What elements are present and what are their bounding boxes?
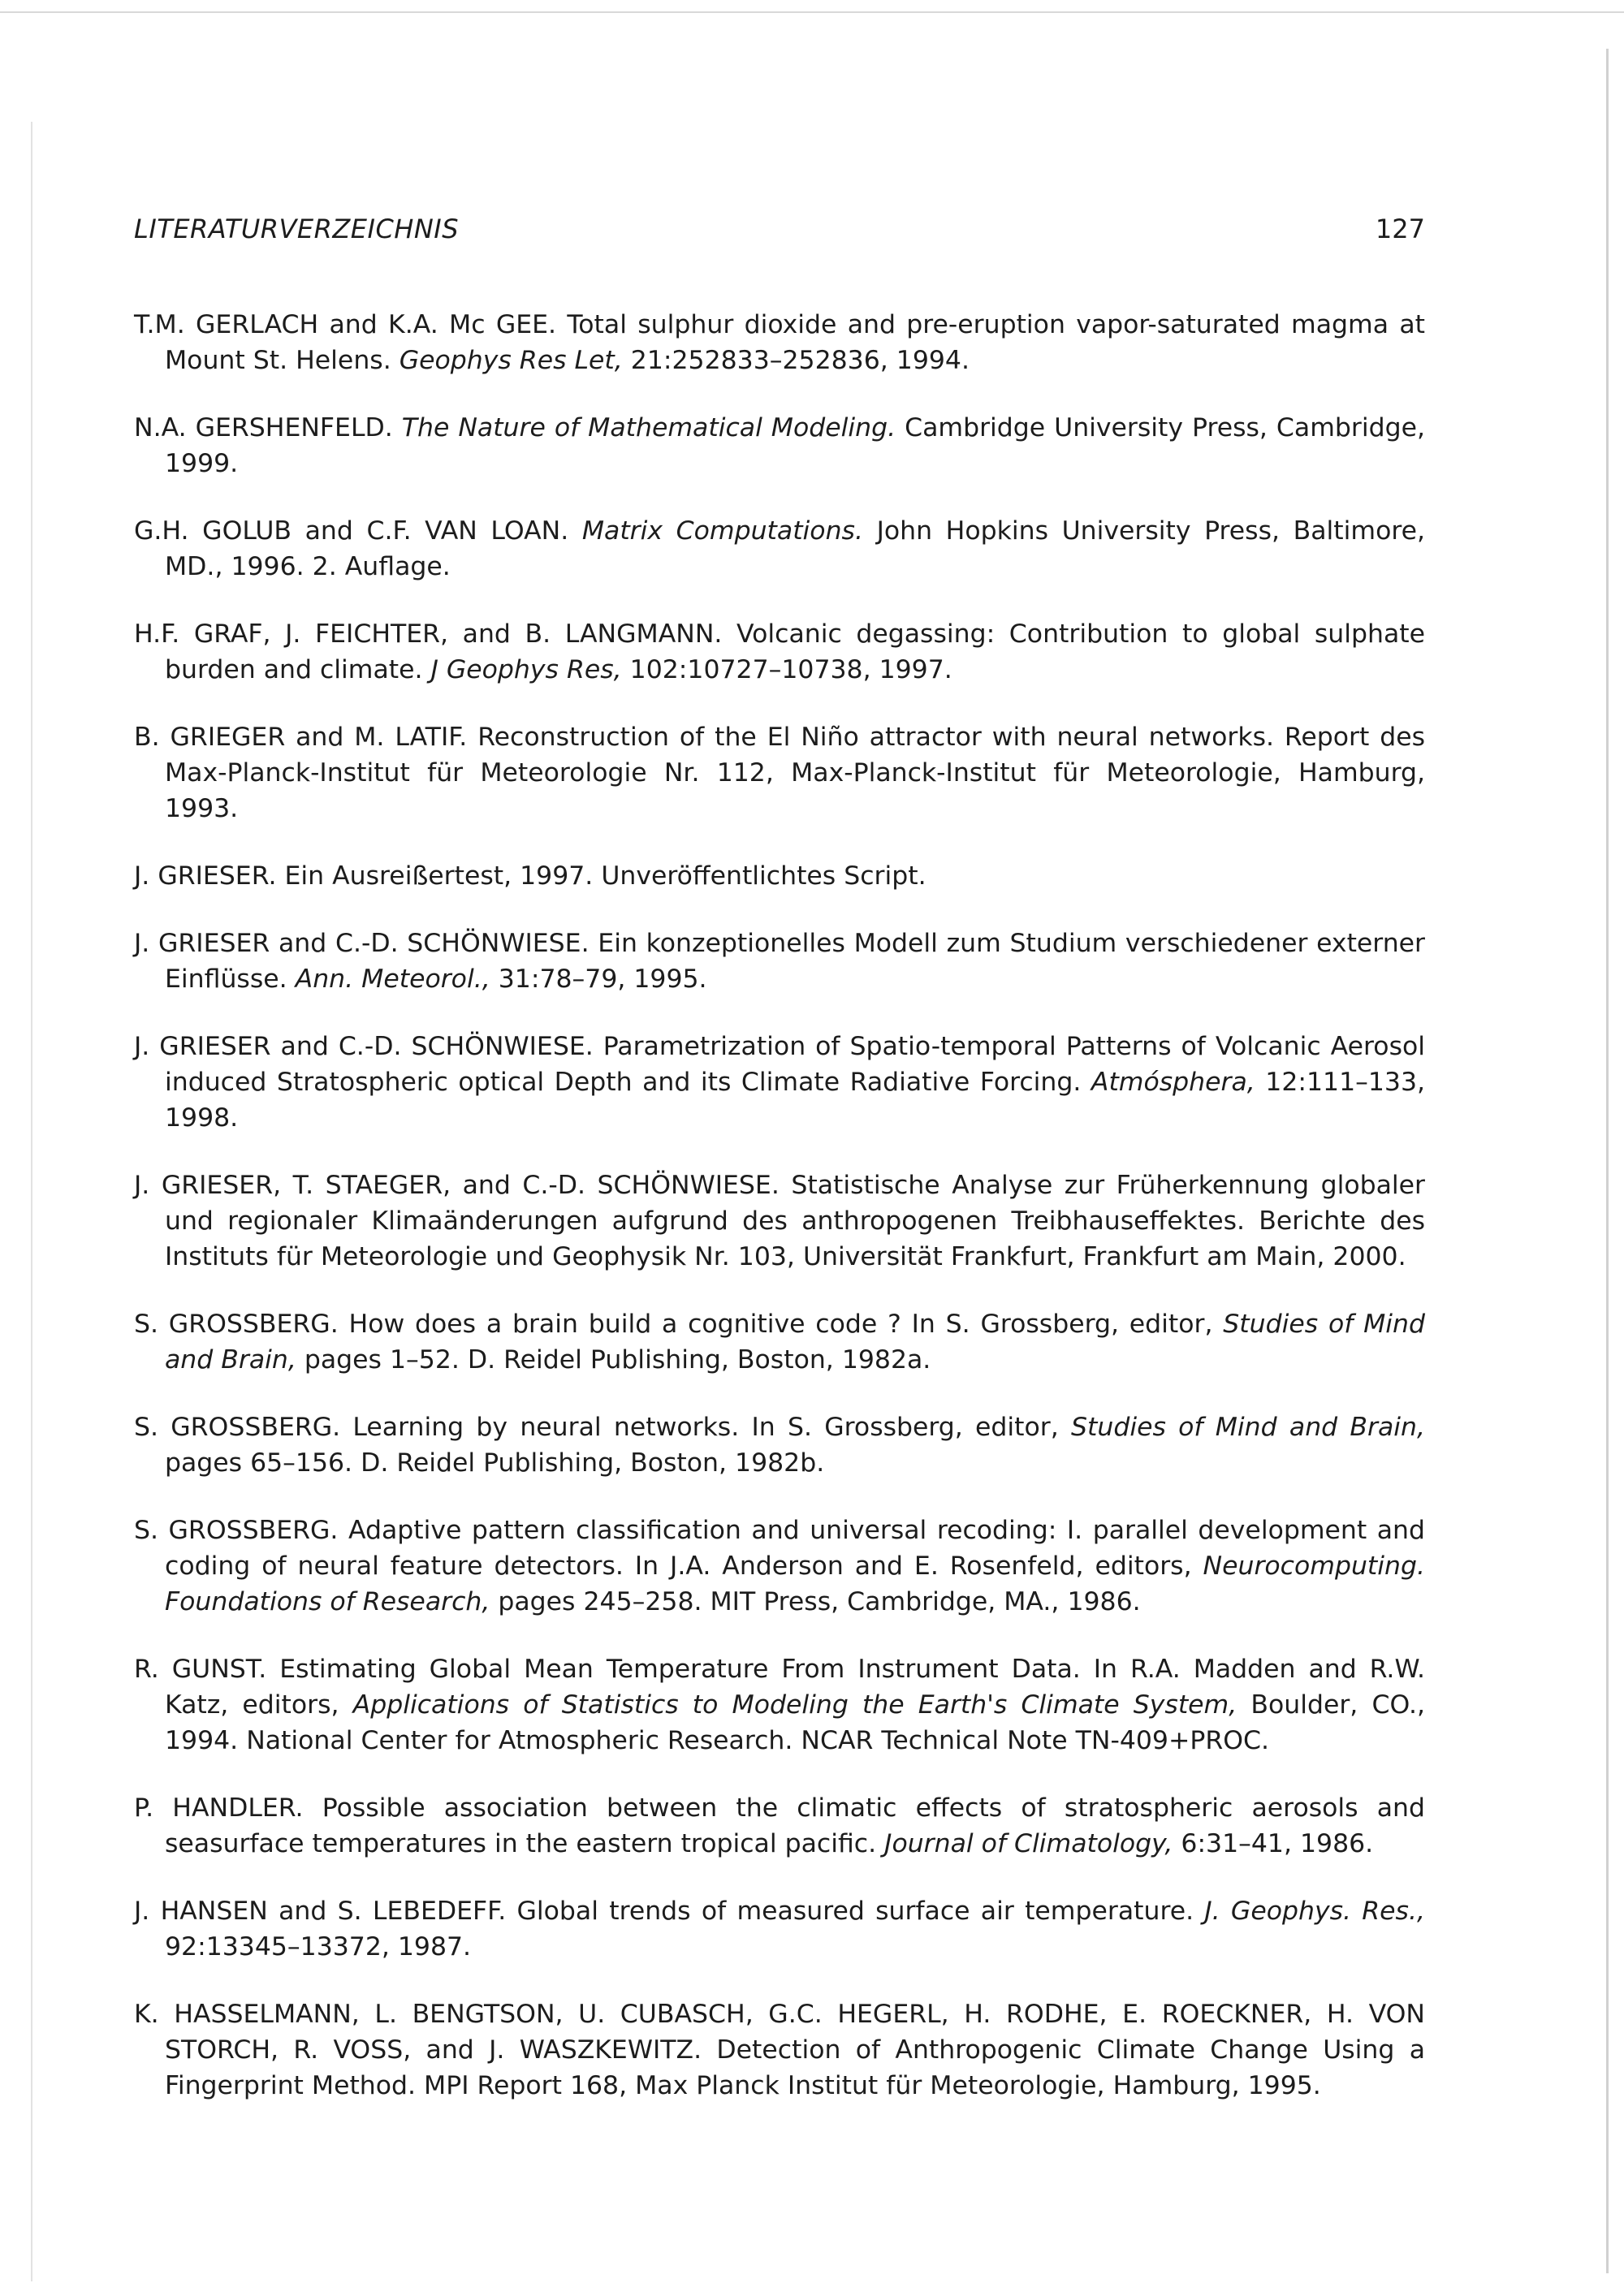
scan-edge-left	[31, 122, 32, 2281]
reference-text: G.H. GOLUB and C.F. VAN LOAN.	[134, 516, 582, 546]
reference-venue: Ann. Meteorol.,	[295, 965, 490, 994]
reference-details: 21:252833–252836, 1994.	[622, 346, 970, 375]
reference-venue: Matrix Computations.	[581, 516, 863, 546]
reference-text: J. HANSEN and S. LEBEDEFF. Global trends of measured surface air temperature.	[134, 1897, 1205, 1926]
reference-entry	[134, 1651, 1425, 1759]
reference-text: N.A. GERSHENFELD.	[134, 413, 402, 442]
reference-text: J. GRIESER. Ein Ausreißertest, 1997. Unveröffentlichtes Script.	[134, 861, 926, 891]
reference-venue: Journal of Climatology,	[884, 1829, 1173, 1858]
running-title: LITERATURVERZEICHNIS	[134, 214, 460, 244]
reference-details: 12:111–133, 1998.	[165, 1068, 1425, 1133]
reference-entry	[134, 1996, 1425, 2104]
reference-details: Boulder, CO., 1994. National Center for Atmospheric Research. NCAR Technical Note TN-409+PROC.	[165, 1690, 1425, 1755]
reference-entry	[134, 410, 1425, 481]
reference-details: 31:78–79, 1995.	[490, 965, 707, 994]
reference-details: pages 245–258. MIT Press, Cambridge, MA., 1986.	[490, 1587, 1141, 1616]
reference-entry	[134, 719, 1425, 826]
reference-entry	[134, 616, 1425, 688]
reference-text: J. GRIESER and C.-D. SCHÖNWIESE. Ein konzeptionelles Modell zum Studium verschiedener externer Einflüsse.	[134, 929, 1425, 994]
reference-text: B. GRIEGER and M. LATIF. Reconstruction of the El Niño attractor with neural networks. Report des Max-Planck-Institut für Meteorologie Nr. 112, Max-Planck-Institut für Meteorologie, Hamburg, 1993.	[134, 723, 1425, 823]
reference-text: R. GUNST. Estimating Global Mean Temperature From Instrument Data. In R.A. Madden and R.W. Katz, editors,	[134, 1655, 1425, 1720]
reference-text: T.M. GERLACH and K.A. Mc GEE. Total sulphur dioxide and pre-eruption vapor-saturated magma at Mount St. Helens.	[134, 310, 1425, 375]
reference-venue: J Geophys Res,	[430, 655, 622, 684]
reference-details: 102:10727–10738, 1997.	[621, 655, 952, 684]
reference-text: S. GROSSBERG. Adaptive pattern classification and universal recoding: I. parallel development and coding of neural feature detectors. In J.A. Anderson and E. Rosenfeld, editors,	[134, 1516, 1425, 1581]
reference-entry	[134, 1167, 1425, 1275]
reference-venue: Geophys Res Let,	[399, 346, 623, 375]
reference-entry	[134, 1306, 1425, 1378]
reference-text: J. GRIESER, T. STAEGER, and C.-D. SCHÖNWIESE. Statistische Analyse zur Früherkennung globaler und regionaler Klimaänderungen aufgrund des anthropogenen Treibhauseffektes. Berichte des Instituts für Meteorologie und Geophysik Nr. 103, Universität Frankfurt, Frankfurt am Main, 2000.	[134, 1171, 1425, 1271]
reference-entry	[134, 1790, 1425, 1862]
reference-entry	[134, 926, 1425, 997]
reference-venue: Atmósphera,	[1091, 1068, 1255, 1097]
reference-entry	[134, 1029, 1425, 1136]
reference-text: P. HANDLER. Possible association between the climatic effects of stratospheric aerosols and seasurface temperatures in the eastern tropical pacific.	[134, 1793, 1425, 1858]
reference-details: pages 65–156. D. Reidel Publishing, Boston, 1982b.	[165, 1448, 825, 1478]
reference-entry	[134, 1409, 1425, 1481]
reference-venue: Studies of Mind and Brain,	[1071, 1413, 1426, 1442]
reference-details: Cambridge University Press, Cambridge, 1999.	[165, 413, 1425, 478]
reference-details: John Hopkins University Press, Baltimore, MD., 1996. 2. Auflage.	[165, 516, 1426, 581]
page-header	[134, 214, 1425, 252]
reference-text: H.F. GRAF, J. FEICHTER, and B. LANGMANN. Volcanic degassing: Contribution to global sulphate burden and climate.	[134, 619, 1425, 684]
reference-venue: Applications of Statistics to Modeling the Earth's Climate System,	[352, 1690, 1237, 1720]
reference-entry	[134, 1893, 1425, 1965]
reference-details: 6:31–41, 1986.	[1173, 1829, 1374, 1858]
reference-venue: Neurocomputing. Foundations of Research,	[165, 1552, 1425, 1616]
reference-text: S. GROSSBERG. Learning by neural networks. In S. Grossberg, editor,	[134, 1413, 1072, 1442]
reference-venue: The Nature of Mathematical Modeling.	[401, 413, 896, 442]
reference-entry	[134, 307, 1425, 378]
reference-text: J. GRIESER and C.-D. SCHÖNWIESE. Parametrization of Spatio-temporal Patterns of Volcanic Aerosol induced Stratospheric optical Depth and its Climate Radiative Forcing.	[134, 1032, 1425, 1097]
reference-list	[134, 307, 1425, 2135]
reference-details: 92:13345–13372, 1987.	[165, 1932, 472, 1962]
reference-text: K. HASSELMANN, L. BENGTSON, U. CUBASCH, G.C. HEGERL, H. RODHE, E. ROECKNER, H. VON STORCH, R. VOSS, and J. WASZKEWITZ. Detection of Anthropogenic Climate Change Using a Fingerprint Method. MPI Report 168, Max Planck Institut für Meteorologie, Hamburg, 1995.	[134, 2000, 1425, 2100]
scan-edge-top	[0, 11, 1624, 13]
reference-text: S. GROSSBERG. How does a brain build a cognitive code ? In S. Grossberg, editor,	[134, 1310, 1224, 1339]
reference-venue: Studies of Mind and Brain,	[165, 1310, 1425, 1375]
reference-entry	[134, 1513, 1425, 1620]
reference-entry	[134, 858, 1425, 894]
reference-venue: J. Geophys. Res.,	[1204, 1897, 1425, 1926]
reference-details: pages 1–52. D. Reidel Publishing, Boston, 1982a.	[296, 1345, 931, 1375]
scan-edge-right	[1606, 49, 1609, 2273]
reference-entry	[134, 513, 1425, 585]
page-number: 127	[1375, 214, 1425, 244]
